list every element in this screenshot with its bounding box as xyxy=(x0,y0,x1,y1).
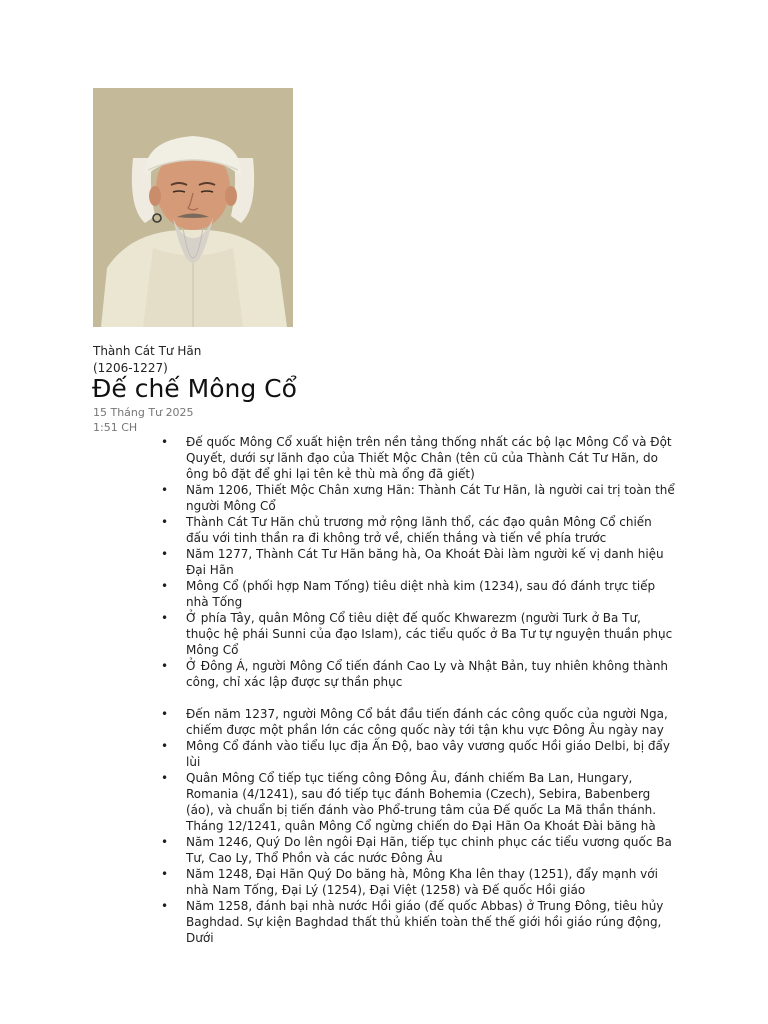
page-title: Đế chế Mông Cổ xyxy=(92,374,297,403)
caption-years: (1206-1227) xyxy=(93,361,168,375)
list-item: • Năm 1248, Đại Hãn Quý Do băng hà, Mông Kha lên thay (1251), đẩy mạnh với nhà Nam Tống, Đại Lý (1254), Đại Việt (1258) và Đế quốc Hồi giáo xyxy=(186,866,676,898)
list-item: • Ở phía Tây, quân Mông Cổ tiêu diệt đế quốc Khwarezm (người Turk ở Ba Tư, thuộc hệ phái Sunni của đạo Islam), các tiểu quốc ở Ba Tư tự nguyện thuần phục Mông Cổ xyxy=(186,610,676,658)
list-item: • Thành Cát Tư Hãn chủ trương mở rộng lãnh thổ, các đạo quân Mông Cổ chiến đấu với tinh thần ra đi không trở về, chiến thắng và tiến về phía trước xyxy=(186,514,676,546)
note-timestamp xyxy=(93,405,194,435)
caption-name: Thành Cát Tư Hãn xyxy=(93,344,202,358)
list-item: • Năm 1246, Quý Do lên ngôi Đại Hãn, tiếp tục chinh phục các tiểu vương quốc Ba Tư, Cao Ly, Thổ Phồn và các nước Đông Âu xyxy=(186,834,676,866)
list-item: • Năm 1258, đánh bại nhà nước Hồi giáo (đế quốc Abbas) ở Trung Đông, tiêu hủy Baghdad. Sự kiện Baghdad thất thủ khiến toàn thế thế giới hồi giáo rúng động, Dưới xyxy=(186,898,676,946)
list-item: • Mông Cổ đánh vào tiểu lục địa Ấn Độ, bao vây vương quốc Hồi giáo Delbi, bị đẩy lùi xyxy=(186,738,676,770)
list-item: • Đế quốc Mông Cổ xuất hiện trên nền tảng thống nhất các bộ lạc Mông Cổ và Đột Quyết, dưới sự lãnh đạo của Thiết Mộc Chân (tên cũ của Thành Cát Tư Hãn, do ông bô đặt để ghi lại tên kẻ thù mà ổng đã giết) xyxy=(186,434,676,482)
note-date: 15 Tháng Tư 2025 xyxy=(93,406,194,419)
list-item: • Đến năm 1237, người Mông Cổ bắt đầu tiến đánh các công quốc của người Nga, chiếm được một phần lớn các công quốc này tới tận khu vực Đông Âu ngày nay xyxy=(186,706,676,738)
genghis-khan-portrait xyxy=(93,88,293,327)
list-item: • Ở Đông Á, người Mông Cổ tiến đánh Cao Ly và Nhật Bản, tuy nhiên không thành công, chỉ xác lập được sự thần phục xyxy=(186,658,676,690)
portrait-image xyxy=(93,88,293,327)
list-item: • Năm 1277, Thành Cát Tư Hãn băng hà, Oa Khoát Đài làm người kế vị danh hiệu Đại Hãn xyxy=(186,546,676,578)
list-item: • Năm 1206, Thiết Mộc Chân xưng Hãn: Thành Cát Tư Hãn, là người cai trị toàn thể người Mông Cổ xyxy=(186,482,676,514)
bullet-list xyxy=(186,434,676,946)
note-time: 1:51 CH xyxy=(93,421,138,434)
list-item: • Mông Cổ (phối hợp Nam Tống) tiêu diệt nhà kim (1234), sau đó đánh trực tiếp nhà Tống xyxy=(186,578,676,610)
list-item: • Quân Mông Cổ tiếp tục tiếng công Đông Âu, đánh chiếm Ba Lan, Hungary, Romania (4/1241), sau đó tiếp tục đánh Bohemia (Czech), Sebira, Babenberg (áo), và chuẩn bị tiến đánh vào Phổ-trung tâm của Đế quốc La Mã thần thánh. Tháng 12/1241, quân Mông Cổ ngừng chiến do Đại Hãn Oa Khoát Đài băng hà xyxy=(186,770,676,834)
